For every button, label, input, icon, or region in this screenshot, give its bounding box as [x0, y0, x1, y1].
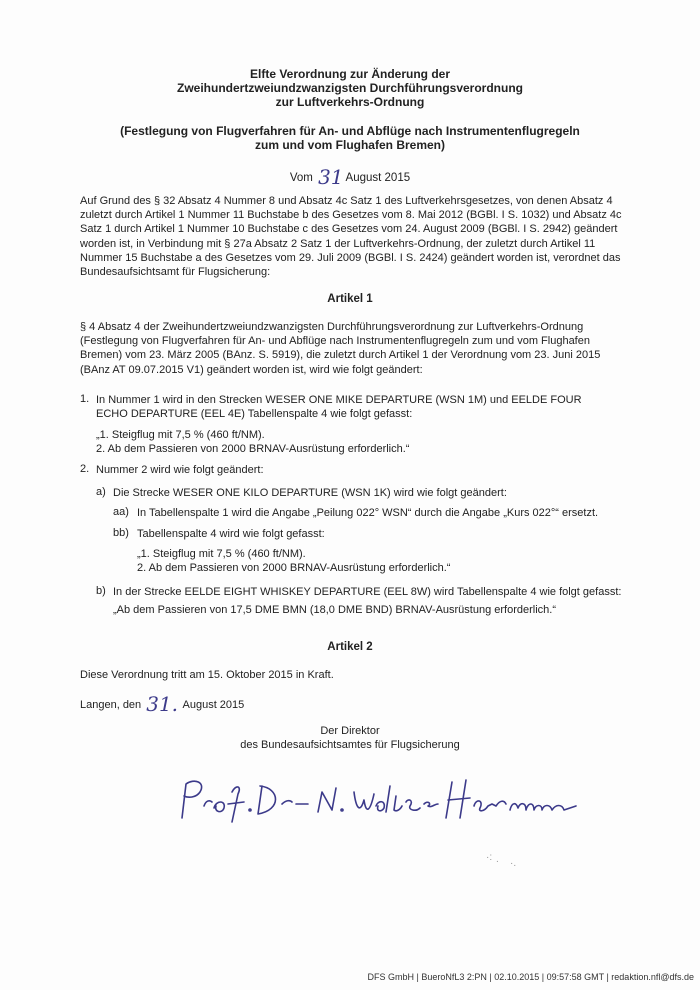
handwritten-signature [170, 770, 590, 830]
title-line-1: Elfte Verordnung zur Änderung der [249, 67, 450, 81]
signoff-handwritten-day: 31. [146, 692, 179, 716]
article-1-intro: § 4 Absatz 4 der Zweihundertzweiundzwanzigsten Durchführungsverordnung zur Luftverkehrs-Ordnung (Festlegung von Flugverfahren für An- und Abflüge nach Instrumentenflugregeln zum und vom Flughafen Bremen) vom 23. März 2005 (BAnz. S. 5919), die zuletzt durch Artikel 1 der Verordnung vom 23. Juni 2015 (BAnz AT 09.07.2015 V1) geändert worden ist, wird wie folgt geändert: [80, 321, 601, 376]
title-line-2: Zweihundertzweiundzwanzigsten Durchführungsverordnung [176, 81, 523, 95]
item-1-number: 1. [80, 393, 90, 405]
item-2b-quote: „Ab dem Passieren von 17,5 DME BMN (18,0 DME BND) BRNAV-Ausrüstung erforderlich.“ [113, 604, 557, 616]
item-2bb-text: Tabellenspalte 4 wird wie folgt gefasst: [137, 528, 325, 540]
item-2bb-number: bb) [113, 527, 129, 539]
signoff-suffix: August 2015 [182, 699, 245, 711]
item-2aa-text: In Tabellenspalte 1 wird die Angabe „Peilung 022° WSN“ durch die Angabe „Kurs 022°“ ersetzt. [137, 507, 599, 519]
signoff-role-line-1: Der Direktor [320, 725, 380, 737]
article-2-heading: Artikel 2 [327, 641, 373, 653]
footer-meta: DFS GmbH | BueroNfL3 2:PN | 02.10.2015 | 09:57:58 GMT | redaktion.nfl@dfs.de [367, 972, 694, 982]
date-suffix: August 2015 [345, 172, 411, 184]
item-2-text: Nummer 2 wird wie folgt geändert: [96, 464, 264, 476]
item-2b-number: b) [96, 585, 106, 597]
item-2a-text: Die Strecke WESER ONE KILO DEPARTURE (WSN 1K) wird wie folgt geändert: [113, 487, 507, 499]
item-1-quote-1: „1. Steigflug mit 7,5 % (460 ft/NM). [96, 429, 265, 441]
article-2-text: Diese Verordnung tritt am 15. Oktober 2015 in Kraft. [80, 669, 334, 681]
item-2bb-quote-2: 2. Ab dem Passieren von 2000 BRNAV-Ausrüstung erforderlich.“ [137, 562, 451, 574]
signoff-prefix: Langen, den [80, 699, 142, 711]
date-line [0, 162, 700, 189]
subtitle-line-1: (Festlegung von Flugverfahren für An- und Abflüge nach Instrumentenflugregeln [120, 124, 580, 138]
article-1-heading: Artikel 1 [327, 293, 373, 305]
item-2bb-quote-1: „1. Steigflug mit 7,5 % (460 ft/NM). [137, 548, 306, 560]
preamble-paragraph: Auf Grund des § 32 Absatz 4 Nummer 8 und Absatz 4c Satz 1 des Luftverkehrsgesetzes, von denen Absatz 4 zuletzt durch Artikel 1 Nummer 11 Buchstabe b des Gesetzes vom 8. Mai 2012 (BGBl. I S. 1032) und Absatz 4c Satz 1 durch Artikel 1 Nummer 10 Buchstabe c des Gesetzes vom 24. August 2009 (BGBl. I S. 2942) geändert worden ist, in Verbindung mit § 27a Absatz 2 Satz 1 der Luftverkehrs-Ordnung, der zuletzt durch Artikel 11 Nummer 15 Buchstabe a des Gesetzes vom 29. Juli 2009 (BGBl. I S. 2424) geändert worden ist, verordnet das Bundesaufsichtsamt für Flugsicherung: [80, 195, 622, 279]
item-1-quote-2: 2. Ab dem Passieren von 2000 BRNAV-Ausrüstung erforderlich.“ [96, 443, 410, 455]
signoff-place-date [80, 692, 628, 716]
date-prefix: Vom [289, 172, 313, 184]
item-2b-text: In der Strecke EELDE EIGHT WHISKEY DEPARTURE (EEL 8W) wird Tabellenspalte 4 wie folgt gefasst: [113, 586, 622, 598]
item-2-number: 2. [80, 463, 90, 475]
item-1-text: In Nummer 1 wird in den Strecken WESER ONE MIKE DEPARTURE (WSN 1M) und EELDE FOUR ECHO DEPARTURE (EEL 4E) Tabellenspalte 4 wie folgt gefasst: [96, 394, 582, 420]
item-2a-number: a) [96, 486, 106, 498]
subtitle-line-2: zum und vom Flughafen Bremen) [254, 138, 445, 152]
document-page: Elfte Verordnung zur Änderung der Zweihundertzweiundzwanzigsten Durchführungsverordnung zur Luftverkehrs-Ordnung (Festlegung von Flugverfahren für An- und Abflüge nach Instrumentenflugregeln zum und vom Flughafen Bremen) Vom 31 August 2015 Auf Grund des § 32 Absatz 4 Nummer 8 und Absatz 4c Satz 1 des Luftverkehrsgesetzes, von denen Absatz 4 zuletzt durch Artikel 1 Nummer 11 Buchstabe b des Gesetzes vom 8. Mai 2012 (BGBl. I S. 1032) und Absatz 4c Satz 1 durch Artikel 1 Nummer 10 Buchstabe c des Gesetzes vom 24. August 2009 (BGBl. I S. 2942) geändert worden ist, in Verbindung mit § 27a Absatz 2 Satz 1 der Luftverkehrs-Ordnung, der zuletzt durch Artikel 11 Nummer 15 Buchstabe a des Gesetzes vom 29. Juli 2009 (BGBl. I S. 2424) geändert worden ist, verordnet das Bundesaufsichtsamt für Flugsicherung: Artikel 1 § 4 Absatz 4 der Zweihundertzweiundzwanzigsten Durchführungsverordnung zur Luftverkehrs-Ordnung (Festlegung von Flugverfahren für An- und Abflüge nach Instrumentenflugregeln zum und vom Flughafen Bremen) vom 23. März 2005 (BAnz. S. 5919), die zuletzt durch Artikel 1 der Verordnung vom 23. Juni 2015 (BAnz AT 09.07.2015 V1) geändert worden ist, wird wie folgt geändert: 1. In Nummer 1 wird in den Strecken WESER ONE MIKE DEPARTURE (WSN 1M) und EELDE FOUR ECHO DEPARTURE (EEL 4E) Tabellenspalte 4 wie folgt gefasst: „1. Steigflug mit 7,5 % (460 ft/NM). 2. Ab dem Passieren von 2000 BRNAV-Ausrüstung erforderlich.“ 2. Nummer 2 wird wie folgt geändert: a) Die Strecke WESER ONE KILO DEPARTURE (WSN 1K) wird wie folgt geändert: aa) In Tabellenspalte 1 wird die Angabe „Peilung 022° WSN“ durch die Angabe „Kurs 022°“ ersetzt. bb) Tabellenspalte 4 wird wie folgt gefasst: „1. Steigflug mit 7,5 % (460 ft/NM). 2. Ab dem Passieren von 2000 BRNAV-Ausrüstung erforderlich.“ b) In der Strecke EELDE EIGHT WHISKEY DEPARTURE (EEL 8W) wird Tabellenspalte 4 wie folgt gefasst: „Ab dem Passieren von 17,5 DME BMN (18,0 DME BND) BRNAV-Ausrüstung erforderlich.“ Artikel 2 Diese Verordnung tritt am 15. Oktober 2015 in Kraft. Langen, den 31. August 2015 Der Direktor des Bundesaufsichtsamtes für Flugsicherung ·: . ·. DFS GmbH | BueroNfL3 2:PN | 02.10.2015 | 09:57:58 GMT | redaktion.nfl@dfs.de [0, 0, 700, 990]
title-line-3: zur Luftverkehrs-Ordnung [275, 95, 425, 109]
signoff-role-line-2: des Bundesaufsichtsamtes für Flugsicherung [240, 739, 460, 751]
handwritten-day: 31 [318, 165, 344, 189]
item-2aa-number: aa) [113, 506, 129, 518]
